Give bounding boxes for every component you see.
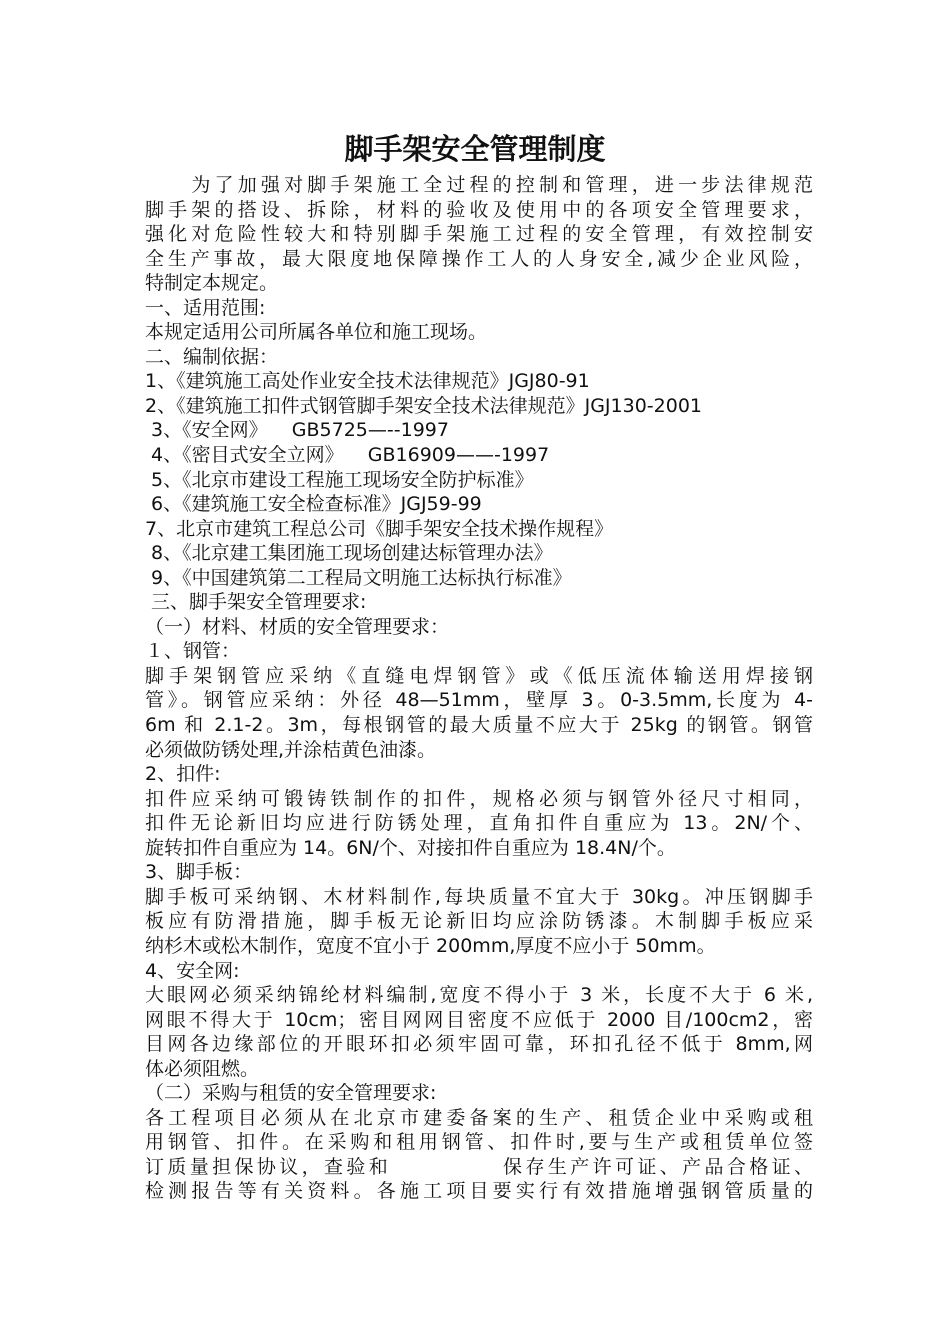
reference-item-3: 3、《安全网》 GB5725—--1997 [145, 419, 449, 442]
text-line-42: 检测报告等有关资料。各施工项目要实行有效措施增强钢管质量的 [145, 1180, 813, 1203]
text-line-34: 大眼网必须采纳锦纶材料编制,宽度不得小于 3 米，长度不大于 6 米, [145, 984, 813, 1007]
text-line-40: 用钢管、扣件。在采购和租用钢管、扣件时,要与生产或租赁单位签 [145, 1131, 813, 1154]
item-heading-scaffold-board: 3、脚手板： [145, 861, 253, 884]
text-line-26: 扣件应采纳可锻铸铁制作的扣件，规格必须与钢管外径尺寸相同， [145, 787, 813, 810]
text-line-7: 本规定适用公司所属各单位和施工现场。 [145, 321, 488, 344]
text-line-3: 强化对危险性较大和特别脚手架施工过程的安全管理，有效控制安 [145, 223, 813, 246]
reference-item-1: 1、《建筑施工高处作业安全技术法律规范》JGJ80-91 [145, 370, 590, 393]
reference-item-6: 6、《建筑施工安全检查标准》JGJ59-99 [145, 493, 482, 516]
section-heading-scope: 一、适用范围: [145, 296, 266, 319]
text-line-39: 各工程项目必须从在北京市建委备案的生产、租赁企业中采购或租 [145, 1106, 813, 1129]
text-line-32: 纳杉木或松木制作，宽度不宜小于 200mm,厚度不应小于 50mm。 [145, 934, 716, 957]
text-line-21: 脚手架钢管应采纳《直缝电焊钢管》或《低压流体输送用焊接钢 [145, 664, 813, 687]
item-heading-fastener: 2、扣件: [145, 763, 221, 786]
subsection-heading-materials: （一）材料、材质的安全管理要求： [145, 615, 450, 638]
text-line-4: 全生产事故，最大限度地保障操作工人的人身安全,减少企业风险， [145, 247, 813, 270]
text-line-28: 旋转扣件自重应为 14。6N/个、对接扣件自重应为 18.4N/个。 [145, 836, 676, 859]
text-line-1: 为了加强对脚手架施工全过程的控制和管理，进一步法律规范 [145, 174, 813, 196]
text-line-22: 管》。钢管应采纳：外径 48—51mm，壁厚 3。0-3.5mm,长度为 4- [145, 689, 813, 712]
item-heading-steel-pipe: １、钢管： [145, 640, 241, 663]
document-title: 脚手架安全管理制度 [344, 132, 606, 166]
item-heading-safety-net: 4、安全网: [145, 959, 240, 982]
reference-item-8: 8、《北京建工集团施工现场创建达标管理办法》 [145, 542, 553, 565]
reference-item-2: 2、《建筑施工扣件式钢管脚手架安全技术法律规范》JGJ130-2001 [145, 394, 702, 417]
text-line-35: 网眼不得大于 10cm；密目网网目密度不应低于 2000 目/100cm2，密 [145, 1008, 813, 1031]
subsection-heading-procurement: （二）采购与租赁的安全管理要求: [145, 1082, 437, 1105]
section-heading-basis: 二、编制依据： [145, 345, 279, 368]
reference-item-9: 9、《中国建筑第二工程局文明施工达标执行标准》 [145, 566, 572, 589]
reference-item-7: 7、北京市建筑工程总公司《脚手架安全技术操作规程》 [145, 517, 614, 540]
text-line-41: 订质量担保协议，查验和 保存生产许可证、产品合格证、 [145, 1155, 813, 1178]
section-heading-requirements: 三、脚手架安全管理要求: [145, 591, 367, 614]
text-line-24: 必须做防锈处理,并涂桔黄色油漆。 [145, 738, 437, 761]
reference-item-5: 5、《北京市建设工程施工现场安全防护标准》 [145, 468, 534, 491]
text-line-31: 板应有防滑措施，脚手板无论新旧均应涂防锈漆。木制脚手板应采 [145, 910, 813, 933]
text-line-2: 脚手架的搭设、拆除，材料的验收及使用中的各项安全管理要求， [145, 198, 813, 221]
text-line-23: 6m 和 2.1-2。3m，每根钢管的最大质量不应大于 25kg 的钢管。钢管 [145, 714, 813, 737]
document-body [145, 173, 813, 1204]
text-line-27: 扣件无论新旧均应进行防锈处理，直角扣件自重应为 13。2N/个、 [145, 812, 813, 835]
reference-item-4: 4、《密目式安全立网》 GB16909——-1997 [145, 444, 550, 467]
text-line-36: 目网各边缘部位的开眼环扣必须牢固可靠，环扣孔径不低于 8mm,网 [145, 1033, 813, 1056]
text-line-37: 体必须阻燃。 [145, 1057, 260, 1080]
text-line-30: 脚手板可采纳钢、木材料制作,每块质量不宜大于 30kg。冲压钢脚手 [145, 885, 813, 908]
text-line-5: 特制定本规定。 [145, 272, 279, 295]
